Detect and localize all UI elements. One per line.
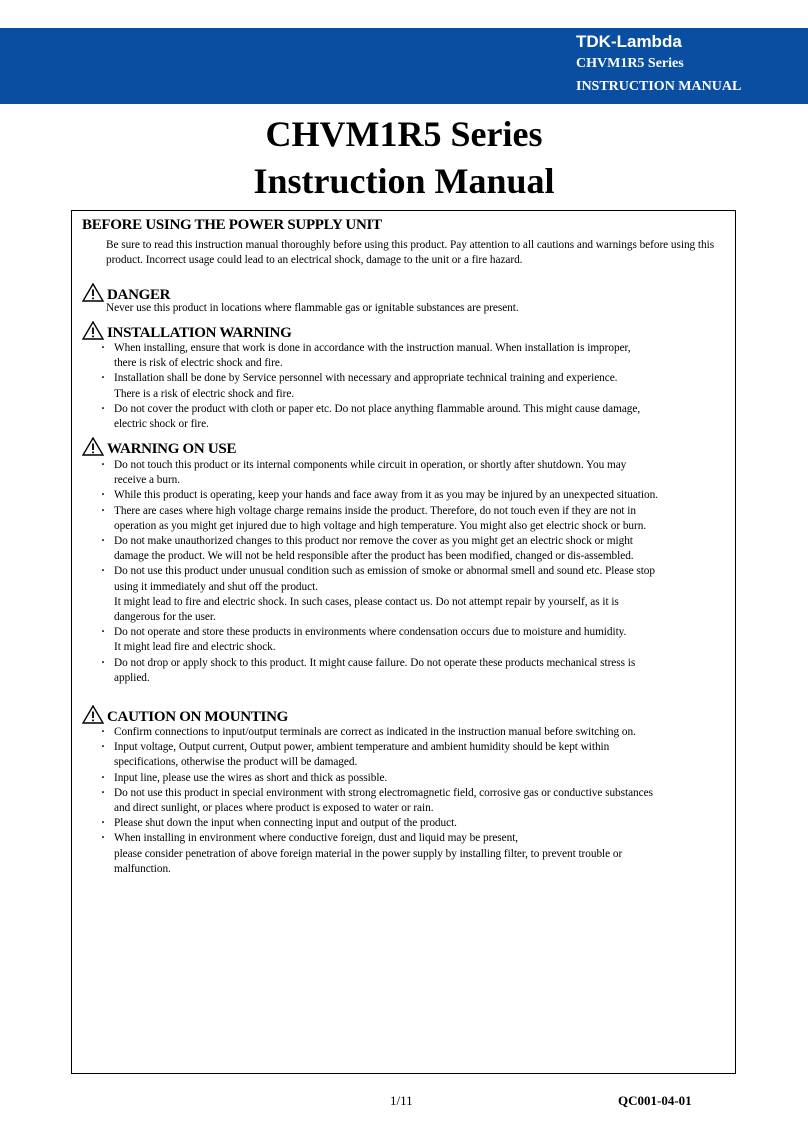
list-item: ・ There are cases where high voltage charge remains inside the product. Therefore, do not touch even if they are not in operation as you might get injured due to high voltage and high temperature. You might also get electric shock or burn. [100,504,730,534]
list-item: ・ Input line, please use the wires as short and thick as possible. [100,771,730,786]
installation-warning-heading: INSTALLATION WARNING [107,325,292,341]
brand-name: TDK-Lambda [576,32,682,51]
list-item: ・ Do not drop or apply shock to this product. It might cause failure. Do not operate these products mechanical stress is applied. [100,656,730,686]
list-item: ・ While this product is operating, keep your hands and face away from it as you may be injured by an unexpected situation. [100,488,730,503]
list-item: ・ Do not use this product under unusual condition such as emission of smoke or abnormal smell and sound etc. Please stop using it immediately and shut off the product. It might lead to fire and electric shock. In such cases, please contact us. Do not attempt repair by yourself, as it is dangerous for the user. [100,564,730,625]
danger-heading: DANGER [107,287,171,303]
list-item: ・ Do not touch this product or its internal components while circuit in operation, or shortly after shutdown. You may receive a burn. [100,458,730,488]
warning-on-use-list [100,458,730,686]
list-item: ・ Do not cover the product with cloth or paper etc. Do not place anything flammable around. This might cause damage, electric shock or fire. [100,402,730,432]
header-doc-type: INSTRUCTION MANUAL [576,79,742,94]
page-title-line2: Instruction Manual [253,161,555,201]
list-item: ・ Do not make unauthorized changes to this product nor remove the cover as you might get an electric shock or might damage the product. We will not be held responsible after the product has been modified, changed or dis-assembled. [100,534,730,564]
warning-triangle-icon [82,283,104,307]
page-number: 1/11 [390,1093,413,1108]
list-item: ・ Please shut down the input when connecting input and output of the product. [100,816,730,831]
page-title-line1: CHVM1R5 Series [265,114,543,154]
before-using-heading: BEFORE USING THE POWER SUPPLY UNIT [82,217,382,233]
list-item: ・ Installation shall be done by Service personnel with necessary and appropriate technical training and experience. There is a risk of electric shock and fire. [100,371,730,401]
header-band [0,28,808,104]
list-item: ・ When installing, ensure that work is done in accordance with the instruction manual. When installation is improper, there is risk of electric shock and fire. [100,341,730,371]
list-item: ・ Confirm connections to input/output terminals are correct as indicated in the instruction manual before switching on. [100,725,730,740]
list-item: ・ Do not use this product in special environment with strong electromagnetic field, corrosive gas or conductive substances and direct sunlight, or places where product is exposed to water or rain. [100,786,730,816]
installation-warning-list [100,341,730,432]
list-item: ・ Input voltage, Output current, Output power, ambient temperature and ambient humidity should be kept within specifications, otherwise the product will be damaged. [100,740,730,770]
list-item: ・ Do not operate and store these products in environments where condensation occurs due to moisture and humidity. It might lead fire and electric shock. [100,625,730,655]
caution-on-mounting-list [100,725,730,877]
document-code: QC001-04-01 [618,1093,692,1108]
list-item: ・ When installing in environment where conductive foreign, dust and liquid may be present, please consider penetration of above foreign material in the power supply by installing filter, to prevent trouble or malfunction. [100,831,730,877]
safety-notice-box [71,210,736,1074]
warning-on-use-heading: WARNING ON USE [107,441,237,457]
danger-text: Never use this product in locations where flammable gas or ignitable substances are present. [106,302,519,314]
header-series: CHVM1R5 Series [576,56,684,71]
caution-on-mounting-heading: CAUTION ON MOUNTING [107,709,288,725]
before-using-text: Be sure to read this instruction manual thoroughly before using this product. Pay attention to all cautions and warnings before using this product. Incorrect usage could lead to an electrical shock, damage to the unit or a fire hazard. [106,239,715,267]
